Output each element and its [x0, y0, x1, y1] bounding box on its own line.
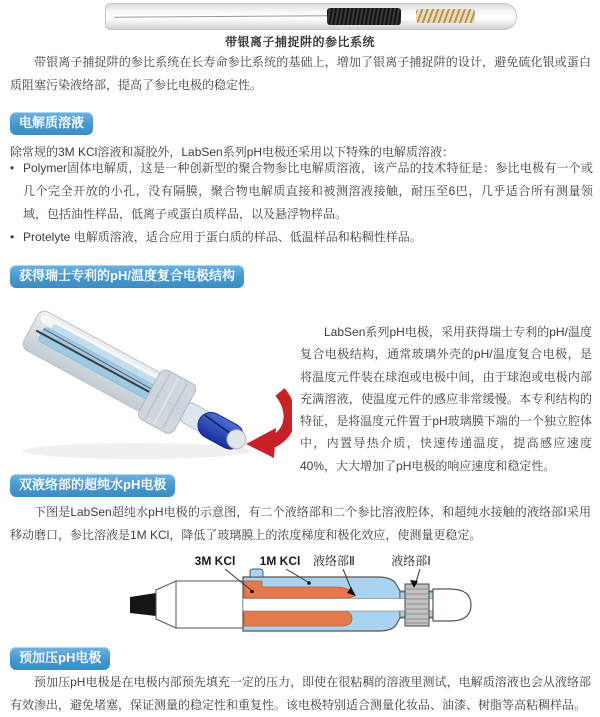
reference-coil: [416, 9, 475, 24]
reference-system-photo: [105, 3, 517, 30]
junction-ring: [405, 584, 429, 626]
section-title-pressurized: 预加压pH电极: [10, 647, 110, 670]
cable: [130, 593, 156, 616]
label-junction-2: 液络部Ⅱ: [313, 554, 355, 568]
junction-ring-body: [405, 584, 429, 626]
electrolyte-bullet-list: [10, 157, 593, 249]
silver-ion-trap-granules: [327, 8, 401, 25]
leader-dot: [307, 581, 311, 585]
leader-dot: [250, 590, 254, 594]
intro-paragraph: 带银离子捕捉阱的参比系统在长寿命参比系统的基础上，增加了银离子捕捉阱的设计，避免硫化银或蛋白质阻塞污染液络部，提高了参比电极的稳定性。: [10, 55, 591, 92]
electrolyte-lead-text: 除常规的3M KCl溶液和凝胶外，LabSen系列pH电极还采用以下特殊的电解质溶液：: [10, 145, 455, 159]
list-item: [10, 157, 593, 226]
red-arrow-icon: [246, 392, 290, 458]
section-title-electrolyte: 电解质溶液: [10, 112, 93, 135]
bullet-icon: •: [10, 230, 15, 244]
label-junction-1: 液络部Ⅰ: [391, 554, 431, 568]
label-1m-kcl: 1M KCl: [259, 554, 301, 568]
bullet-text-polymer: Polymer固体电解质，这是一种创新型的聚合物参比电解质溶液，该产品的技术特征是：参比电极有一个或几个完全开放的小孔，没有隔膜，聚合物电解质直接和被测溶液接触，耐压至6巴，几乎适合所有测量领域，包括油性样品，低离子或蛋白质样品，以及悬浮物样品。: [23, 161, 593, 221]
patent-structure-paragraph: LabSen系列pH电极，采用获得瑞士专利的pH/温度复合电极结构，通常玻璃外壳的pH/温度复合电极，是将温度元件装在球泡或电极中间，由于球泡或电极内部充满溶液，使温度元件的感应非常缓慢。本专利结构的特征，是将温度元件置于pH玻璃膜下端的一个独立腔体中，内置导热介质，快速传递温度，提高感应速度40%，大大增加了pH电极的响应速度和稳定性。: [300, 325, 592, 473]
reference-wire: [114, 15, 327, 17]
list-item: [10, 226, 593, 249]
double-junction-paragraph: 下图是LabSen超纯水pH电极的示意图，有二个液络部和二个参比溶液腔体，和超纯水接触的液络部Ⅰ采用移动磨口，参比溶液是1M KCl，降低了玻璃膜上的浓度梯度和极化效应，使测量更稳定。: [10, 505, 591, 542]
connector-cap: [176, 581, 243, 628]
connector-taper: [156, 581, 176, 628]
filling-port: [250, 569, 263, 577]
section-title-double-junction: 双液络部的超纯水pH电极: [10, 474, 175, 497]
pressurized-paragraph: 预加压pH电极是在电极内部预先填充一定的压力，即使在很粘稠的溶液里测试，电解质溶液也会从液络部有效渗出，避免堵塞，保证测量的稳定性和重复性。该电极特别适合测量化妆品、油漆、树脂等高粘稠样品。: [10, 675, 591, 712]
label-3m-kcl: 3M KCl: [194, 554, 236, 568]
glass-bulb: [433, 589, 471, 621]
bullet-text-protelyte: Protelyte 电解质溶液，适合应用于蛋白质的样品、低温样品和粘稠性样品。: [23, 230, 422, 244]
electrode-schematic-diagram: [0, 552, 600, 648]
inner-chamber-3m-kcl-bottom: [244, 611, 352, 626]
photo-shadow: [22, 443, 252, 459]
bullet-icon: •: [10, 161, 15, 175]
ph-temp-electrode-photo: [12, 296, 292, 468]
figure-caption: 带银离子捕捉阱的参比系统: [224, 35, 375, 49]
section-title-patent-structure: 获得瑞士专利的pH/温度复合电极结构: [10, 265, 244, 288]
